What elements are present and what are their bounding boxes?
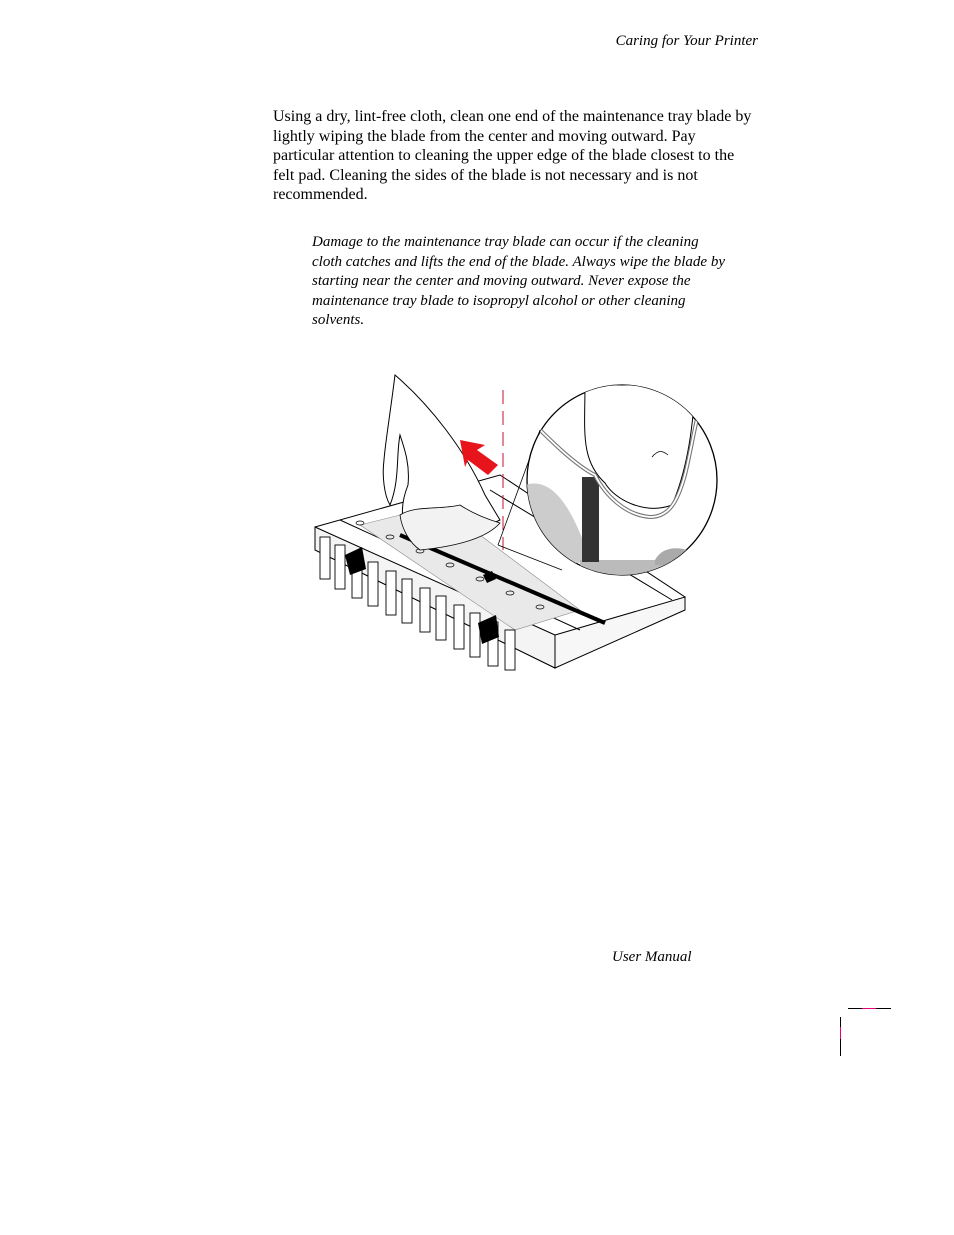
magnified-blade [582,477,599,562]
step-paragraph: Using a dry, lint-free cloth, clean one end of the maintenance tray blade by lightly wiping the blade from the center and moving outward. Pay particular attention to cleaning the upper edge of the blade closest to the felt pad. Cleaning the sides of the blade is not necessary and is not recommended. [273,108,752,204]
page-corner-mark-accent [862,1008,876,1009]
caution-paragraph: Damage to the maintenance tray blade can occur if the cleaning cloth catches and lifts the end of the blade. Always wipe the blade by starting near the center and moving outward. Never expose the maintenance tray blade to isopropyl alcohol or other cleaning solvents. [312,234,725,329]
page-margin-mark-accent [840,1027,841,1039]
maintenance-tray-illustration [300,365,730,705]
footer-manual-label: User Manual [612,949,692,965]
running-header: Caring for Your Printer [615,33,758,49]
